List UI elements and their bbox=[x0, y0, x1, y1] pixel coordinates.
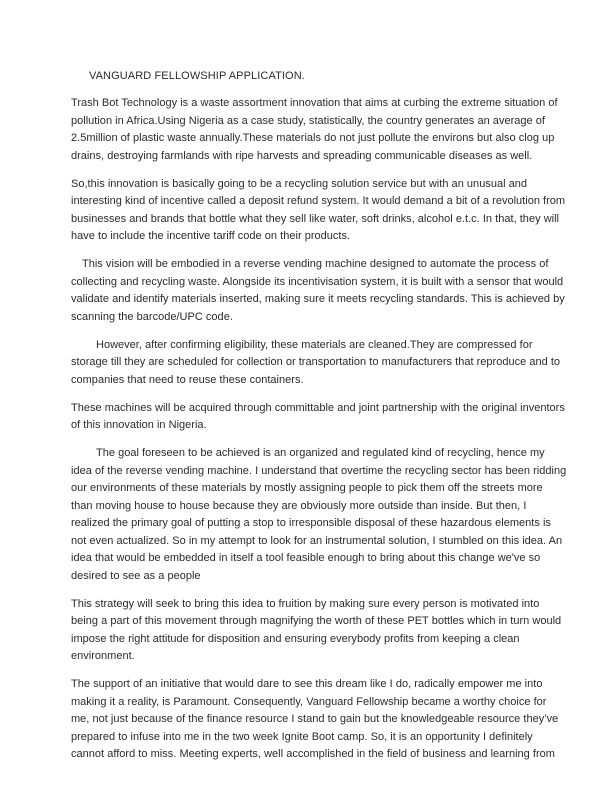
paragraph-6: The goal foreseen to be achieved is an organized and regulated kind of recycling, hence my idea of the reverse vending machine. I understand that overtime the recycling sector has been ridding our environments of these materials by mostly assigning people to pick them off the streets more than moving house to house because they are obviously more outside than inside. But then, I realized the primary goal of putting a stop to irresponsible disposal of these hazardous elements is not even actualized. So in my attempt to look for an instrumental solution, I stumbled on this idea. An idea that would be embedded in itself a tool feasible enough to bring about this change we've so desired to see as a people bbox=[71, 447, 570, 582]
paragraph-2: So,this innovation is basically going to be a recycling solution service but with an unusual and interesting kind of incentive called a deposit refund system. It would demand a bit of a revolution from businesses and brands that bottle what they sell like water, soft drinks, alcohol e.t.c. In that, they will have to include the incentive tariff code on their products. bbox=[71, 177, 569, 242]
paragraph-spacer bbox=[71, 389, 567, 400]
paragraph-spacer bbox=[71, 435, 567, 446]
paragraph-8: The support of an initiative that would dare to see this dream like I do, radically empower me into making it a reality, is Paramount. Consequently, Vanguard Fellowship became a worthy choice for me, not just because of the finance resource I stand to gain but the knowledgeable resource they’ve prepared to infuse into me in the two week Ignite Boot camp. So, it is an opportunity I definitely cannot afford to miss. Meeting experts, well accomplished in the field of business and learning from bbox=[71, 678, 562, 760]
paragraph-3: This vision will be embodied in a reverse vending machine designed to automate the process of collecting and recycling waste. Alongside its incentivisation system, it is built with a sensor that would validate and identify materials inserted, making sure it meets recycling standards. This is achieved by scanning the barcode/UPC code. bbox=[71, 258, 568, 323]
document-body bbox=[71, 68, 570, 764]
paragraph-1: Trash Bot Technology is a waste assortment innovation that aims at curbing the extreme situation of pollution in Africa.Using Nigeria as a case study, statistically, the country generates an average of 2.5million of plastic waste annually.These materials do not just pollute the environs but also clog up drains, destroying farmlands with ripe harvests and spreading communicable diseases as well. bbox=[71, 97, 561, 162]
document-title: VANGUARD FELLOWSHIP APPLICATION. bbox=[89, 70, 305, 82]
paragraph-spacer bbox=[71, 326, 567, 337]
paragraph-spacer bbox=[71, 585, 567, 596]
paragraph-4: However, after confirming eligibility, these materials are cleaned.They are compressed for storage till they are scheduled for collection or transportation to manufacturers that reproduce and to companies that need to reuse these containers. bbox=[71, 338, 564, 386]
paragraph-7: This strategy will seek to bring this idea to fruition by making sure every person is motivated into being a part of this movement through magnifying the worth of these PET bottles which in turn would impose the right attitude for disposition and ensuring everybody profits from keeping a clean environment. bbox=[71, 597, 565, 662]
paragraph-spacer bbox=[71, 666, 567, 677]
title-spacer bbox=[71, 86, 567, 96]
paragraph-spacer bbox=[71, 165, 567, 176]
paragraph-5: These machines will be acquired through committable and joint partnership with the original inventors of this innovation in Nigeria. bbox=[71, 401, 568, 431]
paragraph-spacer bbox=[71, 246, 567, 257]
